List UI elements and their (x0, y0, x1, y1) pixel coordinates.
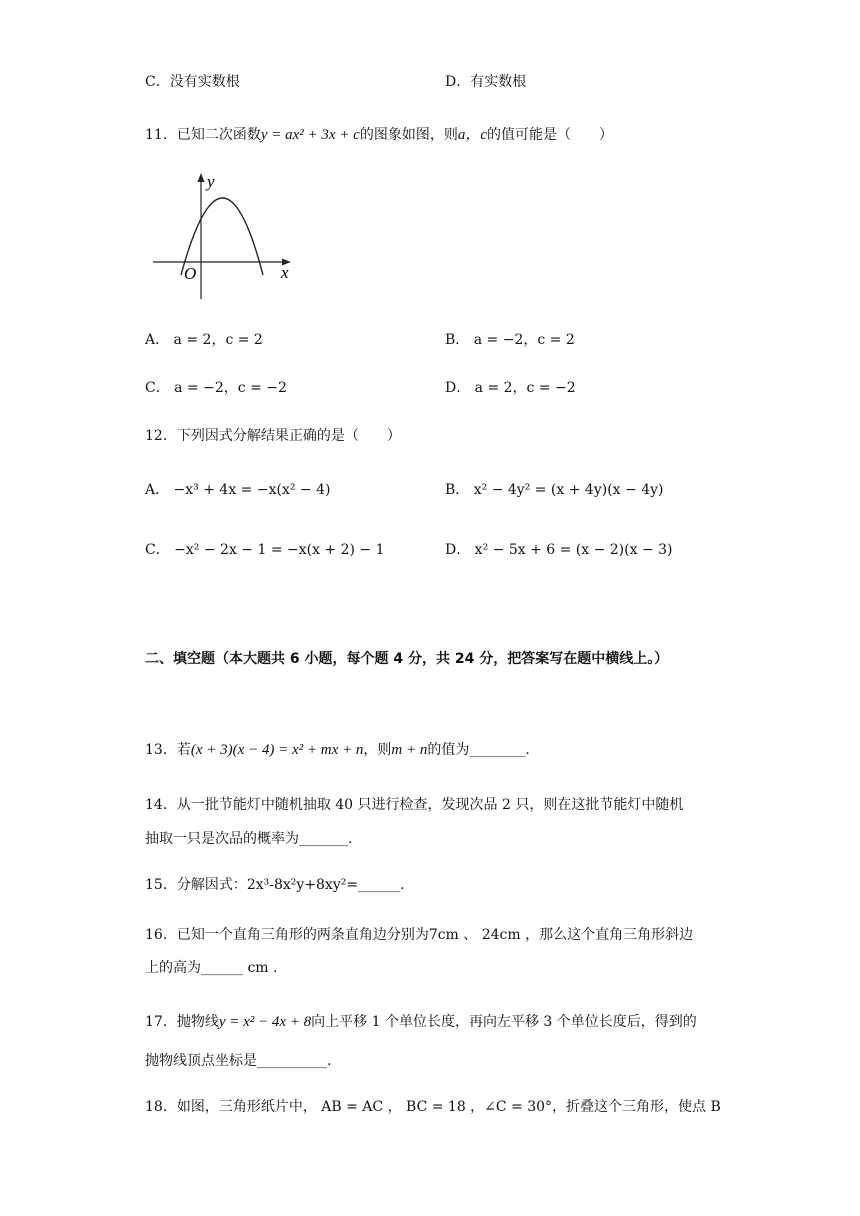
q15: 15．分解因式：2x³-8x²y+8xy²=______. (145, 877, 405, 893)
q11-option-d: D． a = 2，c = −2 (445, 380, 576, 396)
q13-formula: (x + 3)(x − 4) = x² + mx + n (190, 742, 364, 758)
x-axis-label: x (281, 263, 289, 282)
q10-option-d: D．有实数根 (445, 74, 527, 90)
q18: 18．如图，三角形纸片中， AB = AC ， BC = 18 ，∠C = 30°，折叠这个三角形，使点 B (145, 1099, 721, 1115)
q11-option-a: A． a = 2，c = 2 (145, 332, 263, 348)
q11-middle: 的图象如图，则 (359, 127, 458, 143)
q11-prefix: 11．已知二次函数 (145, 127, 261, 143)
q16-line1: 16．已知一个直角三角形的两条直角边分别为7cm 、 24cm ，那么这个直角三角形斜边 (145, 927, 694, 943)
q11-option-b: B． a = −2，c = 2 (445, 332, 575, 348)
q17-suffix: 向上平移 1 个单位长度，再向左平移 3 个单位长度后，得到的 (311, 1014, 697, 1030)
q10-option-c: C．没有实数根 (145, 74, 240, 90)
q12-option-a: A． −x³ + 4x = −x(x² − 4) (145, 482, 331, 498)
q12-stem: 12．下列因式分解结果正确的是（ ） (145, 428, 401, 444)
q12-option-c: C． −x² − 2x − 1 = −x(x + 2) − 1 (145, 542, 385, 558)
q13 (145, 740, 530, 760)
q11-vars: a，c (457, 127, 487, 143)
q16-line2: 上的高为______ cm . (145, 960, 278, 976)
q11-stem (145, 125, 613, 145)
q11-option-c: C． a = −2，c = −2 (145, 380, 287, 396)
q11-formula: y = ax² + 3x + c (260, 127, 360, 143)
q13-prefix: 13．若 (145, 742, 191, 758)
q11-suffix: 的值可能是（ ） (487, 127, 613, 143)
q14-line1: 14．从一批节能灯中随机抽取 40 只进行检查，发现次品 2 只，则在这批节能灯中随机 (145, 797, 684, 813)
q13-suffix: 的值为________. (427, 742, 530, 758)
section-2-heading: 二、填空题（本大题共 6 小题，每个题 4 分，共 24 分，把答案写在题中横线上。） (145, 651, 669, 667)
q12-option-d: D． x² − 5x + 6 = (x − 2)(x − 3) (445, 542, 673, 558)
q17-line1 (145, 1012, 697, 1032)
q13-expr: m + n (391, 742, 428, 758)
y-axis-arrow (198, 173, 205, 182)
y-axis-label: y (207, 172, 215, 191)
q13-middle: ，则 (363, 742, 392, 758)
q17-formula: y = x² − 4x + 8 (218, 1014, 312, 1030)
q12-option-b: B． x² − 4y² = (x + 4y)(x − 4y) (445, 482, 664, 498)
q17-line2: 抛物线顶点坐标是__________. (145, 1053, 332, 1069)
parabola-graph (145, 165, 305, 305)
q14-line2: 抽取一只是次品的概率为_______. (145, 831, 353, 847)
origin-label: O (184, 264, 197, 283)
q17-prefix: 17．抛物线 (145, 1014, 219, 1030)
